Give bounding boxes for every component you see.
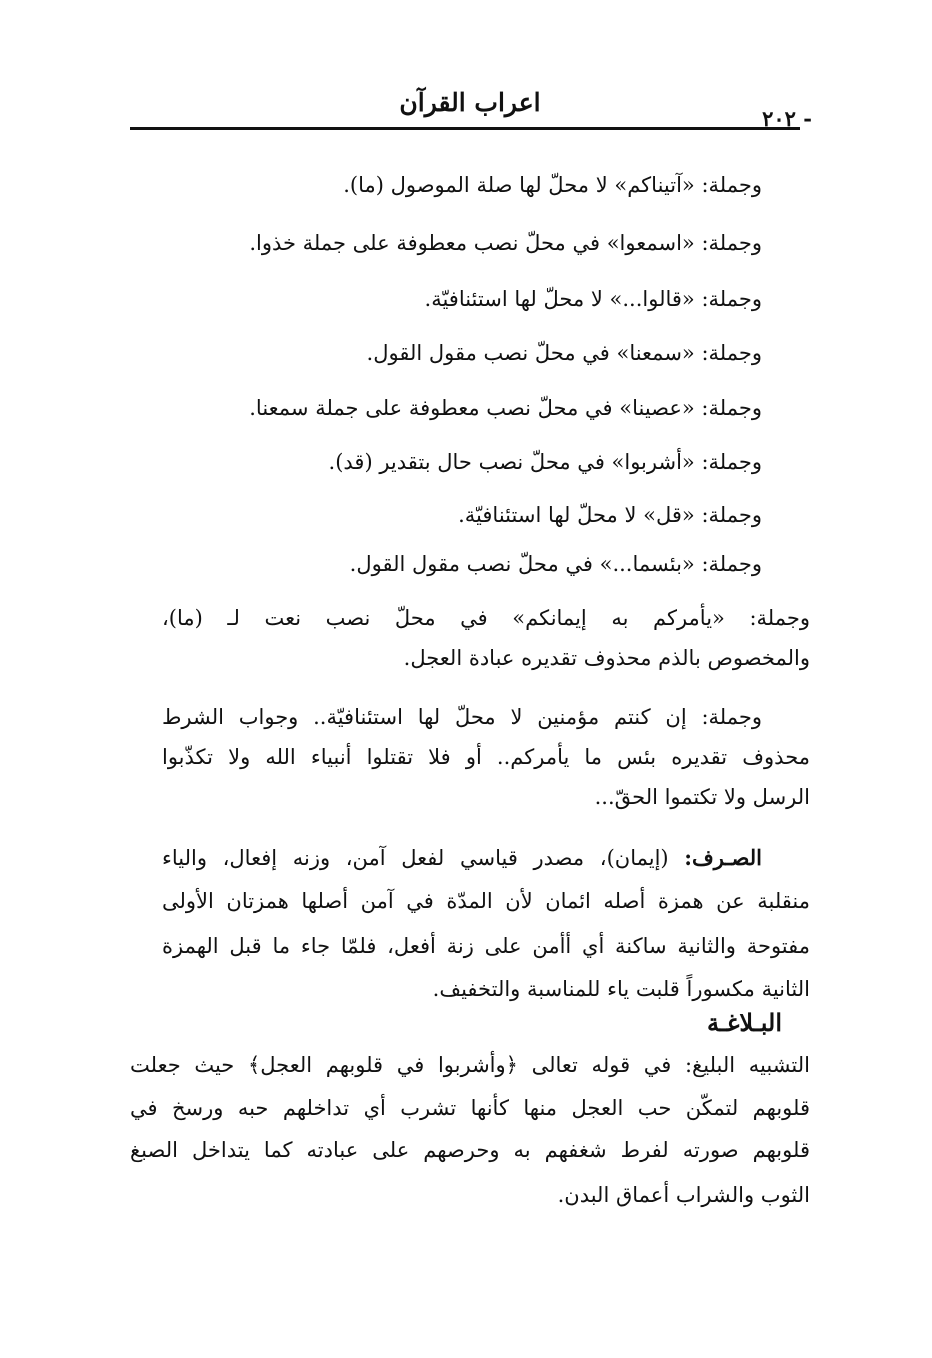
- text-line: وجملة: «أشربوا» في محلّ نصب حال بتقدير (قد).: [328, 450, 762, 474]
- sarf-first-line-text: (إيمان)، مصدر قياسي لفعل آمن، وزنه إفعال، والياء: [162, 846, 669, 870]
- text-line: الرسل ولا تكتموا الحقّ...: [594, 785, 810, 809]
- text-line: وجملة: «عصينا» في محلّ نصب معطوفة على جملة سمعنا.: [249, 396, 762, 420]
- balagha-line: الثوب والشراب أعماق البدن.: [557, 1183, 810, 1207]
- text-line: وجملة: «بئسما...» في محلّ نصب مقول القول.: [349, 552, 762, 576]
- text-line: وجملة: إن كنتم مؤمنين لا محلّ لها استئنافيّة.. وجواب الشرط: [162, 705, 762, 729]
- text-line: وجملة: «آتيناكم» لا محلّ لها صلة الموصول (ما).: [343, 173, 762, 197]
- text-line: محذوف تقديره بئس ما يأمركم.. أو فلا تقتلوا أنبياء الله ولا تكذّبوا: [162, 745, 810, 769]
- text-line: وجملة: «قل» لا محلّ لها استئنافيّة.: [458, 503, 762, 527]
- text-line: والمخصوص بالذم محذوف تقديره عبادة العجل.: [403, 646, 810, 670]
- text-line: وجملة: «يأمركم به إيمانكم» في محلّ نصب نعت لـ (ما)،: [162, 606, 810, 630]
- page-number: - ٢٠٢: [762, 106, 812, 131]
- balagha-line: قلوبهم صورته لفرط شغفهم به وحرصهم على عبادته كما يتداخل الصبغ: [130, 1138, 810, 1162]
- sarf-line: مفتوحة والثانية ساكنة أي أأمن على زنة أفعل، فلمّا جاء ما قبل الهمزة: [162, 934, 810, 958]
- sarf-line: منقلبة عن همزة أصله ائمان لأن المدّة في آمن أصلها همزتان الأولى: [162, 889, 810, 913]
- balagha-heading: البـلاغـة: [706, 1008, 782, 1037]
- balagha-line: قلوبهم لتمكّن حب العجل منها كأنها تشرب أي تداخلهم حبه ورسخ في: [130, 1096, 810, 1120]
- running-header-title: اعراب القرآن: [399, 88, 541, 117]
- text-line: وجملة: «سمعنا» في محلّ نصب مقول القول.: [366, 341, 762, 365]
- header-rule: [130, 127, 800, 130]
- sarf-line: [162, 843, 762, 873]
- text-line: وجملة: «اسمعوا» في محلّ نصب معطوفة على جملة خذوا.: [249, 231, 762, 255]
- sarf-line: الثانية مكسوراً قلبت ياء للمناسبة والتخفيف.: [432, 977, 810, 1001]
- sarf-label: الصـرف:: [684, 845, 762, 870]
- text-line: وجملة: «قالوا...» لا محلّ لها استئنافيّة.: [424, 287, 762, 311]
- balagha-line: التشبيه البليغ: في قوله تعالى ﴿وأشربوا في قلوبهم العجل﴾ حيث جعلت: [130, 1053, 810, 1077]
